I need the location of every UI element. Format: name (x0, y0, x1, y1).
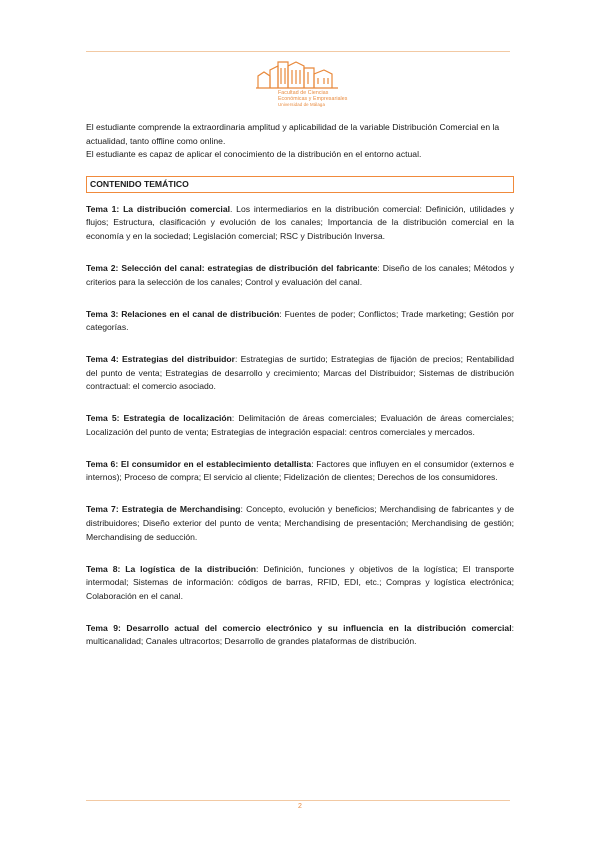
intro-paragraph: El estudiante comprende la extraordinaria amplitud y aplicabilidad de la variable Distribución Comercial en la actualidad, tanto offline como online. (86, 122, 500, 146)
page-number: 2 (298, 803, 302, 810)
topic-label: Tema 9 (86, 622, 119, 633)
topic-text: : Delimitación de áreas comerciales; Evaluación de áreas comerciales; Localización del punto de venta; Estrategias de integración espacial: centros comerciales y mercados. (86, 413, 515, 437)
topic-title: Selección del canal: estrategias de distribución del fabricante (121, 262, 378, 273)
topic-title: El consumidor en el establecimiento detallista (120, 458, 312, 469)
header-rule (86, 51, 510, 52)
topic-item: Tema 5: Estrategia de localización: Delimitación de áreas comerciales; Evaluación de áreas comerciales; Localización del punto de venta; Estrategias de integración espacial: centros comerciales y mercados. (86, 413, 515, 437)
section-heading (86, 176, 514, 193)
building-icon (254, 58, 346, 92)
intro-paragraph: El estudiante es capaz de aplicar el conocimiento de la distribución en el entorno actual. (86, 149, 422, 160)
topic-item: Tema 8: La logística de la distribución: Definición, funciones y objetivos de la logística; El transporte intermodal; Sistemas de información: códigos de barras, RFID, EDI, etc.; Compras y logística electrónica; Colaboración en el canal. (86, 563, 515, 601)
topic-label: Tema 2 (86, 262, 116, 273)
topic-text: : Diseño de los canales; Métodos y criterios para la selección de los canales; Control y evaluación del canal. (86, 262, 515, 287)
topic-title: Desarrollo actual del comercio electrónico y su influencia en la distribución comercial (126, 622, 512, 633)
topic-item: Tema 7: Estrategia de Merchandising: Concepto, evolución y beneficios; Merchandising de fabricantes y de distribuidores; Diseño exterior del punto de venta; Merchandising de presentación; Merchandising de gestión; Merchandising de seducción. (86, 504, 515, 542)
topic-text: : Factores que influyen en el consumidor (externos e internos); Proceso de compra; El servicio al cliente; Fidelización de clientes; Derechos de los consumidores. (86, 458, 515, 483)
topic-text: : Fuentes de poder; Conflictos; Trade marketing; Gestión por categorías. (86, 308, 514, 333)
topic-title: Estrategia de localización (123, 413, 232, 424)
topic-list (86, 203, 514, 649)
topic-label: Tema 5 (86, 413, 117, 424)
topic-label: Tema 1 (86, 203, 117, 214)
topic-item: Tema 1: La distribución comercial. Los intermediarios en la distribución comercial: Definición, utilidades y flujos; Estructura, clasificación y evolución de los canales; Importancia de la distribución comercial en la economía y en la sociedad; Legislación comercial; RSC y Distribución Inversa. (86, 203, 515, 241)
topic-text: : Estrategias de surtido; Estrategias de fijación de precios; Rentabilidad del punto de venta; Estrategias de desarrollo y crecimiento; Marcas del Distribuidor; Sistemas de distribución contractual: el comercio asociado. (86, 354, 514, 392)
topic-label: Tema 8 (86, 563, 118, 574)
topic-title: Estrategia de Merchandising (121, 504, 241, 515)
topic-text: : Definición, funciones y objetivos de la logística; El transporte intermodal; Sistemas de información: códigos de barras, RFID, EDI, etc.; Compras y logística electrónica; Colaboración en el canal. (86, 563, 515, 601)
topic-label: Tema 4 (86, 354, 116, 365)
topic-title: Relaciones en el canal de distribución (121, 308, 280, 319)
page-content (86, 121, 514, 667)
topic-title: Estrategias del distribuidor (121, 354, 235, 365)
footer-rule (86, 800, 510, 801)
topic-label: Tema 7 (86, 504, 116, 515)
intro-block (86, 121, 514, 162)
section-title: CONTENIDO TEMÁTICO (90, 178, 189, 189)
logo-text-line3: Universidad de Málaga (278, 102, 326, 107)
topic-item: Tema 6: El consumidor en el establecimiento detallista: Factores que influyen en el consumidor (externos e internos); Proceso de compra; El servicio al cliente; Fidelización de clientes; Derechos de los consumidores. (86, 458, 515, 483)
topic-text: : Concepto, evolución y beneficios; Merchandising de fabricantes y de distribuidores; Diseño exterior del punto de venta; Merchandising de presentación; Merchandising de gestión; Merchandising de seducción. (86, 504, 515, 542)
topic-title: La logística de la distribución (125, 563, 257, 574)
topic-item: Tema 3: Relaciones en el canal de distribución: Fuentes de poder; Conflictos; Trade marketing; Gestión por categorías. (86, 308, 514, 333)
topic-item: Tema 9: Desarrollo actual del comercio electrónico y su influencia en la distribución comercial: multicanalidad; Canales ultracortos; Desarrollo de grandes plataformas de distribución. (86, 622, 514, 647)
topic-item: Tema 4: Estrategias del distribuidor: Estrategias de surtido; Estrategias de fijación de precios; Rentabilidad del punto de venta; Estrategias de desarrollo y crecimiento; Marcas del Distribuidor; Sistemas de distribución contractual: el comercio asociado. (86, 354, 514, 392)
faculty-logo (254, 58, 346, 114)
logo-text-line1: Facultad de Ciencias (278, 90, 329, 96)
logo-text-line2: Económicas y Empresariales (278, 96, 348, 102)
topic-item: Tema 2: Selección del canal: estrategias de distribución del fabricante: Diseño de los canales; Métodos y criterios para la selección de los canales; Control y evaluación del canal. (86, 262, 515, 287)
topic-title: La distribución comercial (123, 203, 230, 214)
topic-label: Tema 3 (86, 308, 116, 319)
topic-text: : multicanalidad; Canales ultracortos; Desarrollo de grandes plataformas de distribución. (86, 622, 514, 647)
topic-label: Tema 6 (86, 458, 116, 469)
topic-text: . Los intermediarios en la distribución comercial: Definición, utilidades y flujos; Estructura, clasificación y evolución de los canales; Importancia de la distribución comercial en la economía y en la sociedad; Legislación comercial; RSC y Distribución Inversa. (86, 203, 515, 241)
